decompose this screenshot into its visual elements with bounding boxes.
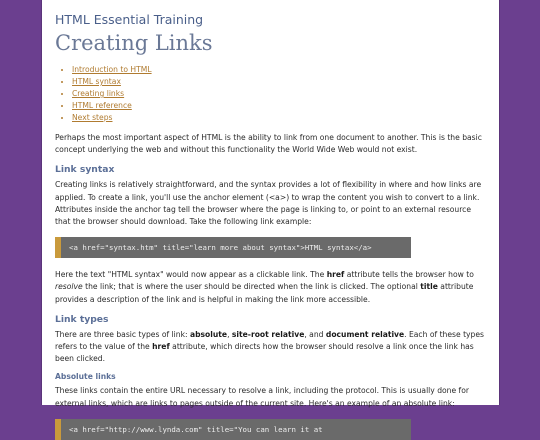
text: , [227, 329, 232, 339]
text: Here the text "HTML syntax" would now appear as a clickable link. The [55, 270, 327, 280]
toc-item [72, 100, 488, 112]
text: There are three basic types of link: [55, 329, 190, 339]
course-title: HTML Essential Training [55, 12, 204, 27]
text: attribute tells the browser how to [344, 270, 474, 280]
page-title: Creating Links [55, 31, 213, 55]
emphasis-title: title [420, 282, 438, 292]
emphasis-site-root-relative: site-root relative [231, 329, 305, 339]
text: attribute provides a description of the link and is helpful in making the link more accessible. [55, 282, 474, 304]
toc-item [72, 88, 488, 100]
syntax-paragraph: Creating links is relatively straightforward, and the syntax provides a lot of flexibility in where and how links are applied. To create a link, you'll use the anchor element (<a>) to wrap the content you wish to convert to a link. Attributes inside the anchor tag tell the browser where the page is linking to, or point to an external resource that the browser should download. Take the following link example: [55, 180, 482, 227]
emphasis-resolve: resolve [55, 282, 83, 292]
content [42, 0, 499, 440]
emphasis-absolute: absolute [189, 329, 228, 339]
text: attribute, which directs how the browser should resolve a link once the link has been clicked. [55, 342, 474, 364]
toc-link-introduction[interactable]: Introduction to HTML [72, 65, 152, 74]
table-of-contents [55, 64, 488, 124]
emphasis-href: href [326, 270, 345, 280]
section-heading-link-syntax: Link syntax [55, 164, 115, 176]
text: , and [304, 329, 326, 339]
page-container [41, 0, 500, 434]
code-example-absolute-link: <a href="http://www.lynda.com" title="You can learn it at [55, 419, 411, 440]
toc-item [72, 64, 488, 76]
toc-link-creating-links[interactable]: Creating links [72, 89, 125, 98]
subsection-heading-absolute-links: Absolute links [55, 372, 116, 382]
syntax-explanation-paragraph [55, 269, 488, 306]
toc-link-html-syntax[interactable]: HTML syntax [72, 77, 121, 86]
intro-paragraph: Perhaps the most important aspect of HTML is the ability to link from one document to another. This is the basic concept underlying the web and without this functionality the World Wide Web would not exist. [55, 133, 482, 155]
absolute-links-paragraph: These links contain the entire URL necessary to resolve a link, including the protocol. This is usually done for external links, which are links to pages outside of the current site. Here's an example of an absolute link: [55, 386, 469, 408]
emphasis-document-relative: document relative [325, 329, 405, 339]
text: the link; that is where the user should be directed when the link is clicked. The optional [82, 282, 421, 292]
code-example-link-syntax: <a href="syntax.htm" title="learn more about syntax">HTML syntax</a> [55, 237, 411, 258]
text: . Each of these types refers to the value of the [55, 329, 484, 352]
toc-item [72, 112, 488, 124]
toc-link-next-steps[interactable]: Next steps [72, 113, 113, 122]
section-heading-link-types: Link types [55, 313, 109, 325]
link-types-paragraph [55, 329, 488, 366]
toc-link-html-reference[interactable]: HTML reference [72, 101, 132, 110]
toc-item [72, 76, 488, 88]
emphasis-href: href [152, 342, 170, 352]
